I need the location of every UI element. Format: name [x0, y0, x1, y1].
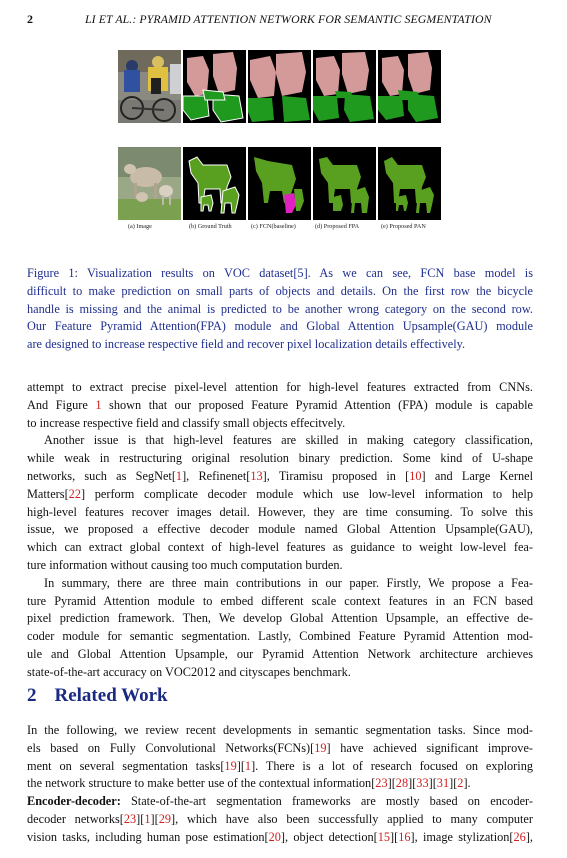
pan-cattle [378, 147, 441, 220]
body-line: state-of-the-art accuracy on VOC2012 and cityscapes benchmark. [27, 664, 351, 679]
body-line: vision tasks, including human pose estimation[20], object detection[15][16], image stylization[26], [27, 829, 533, 844]
pan-cyclists [378, 50, 441, 123]
caption-line: handle is missing and the animal is predicted to be another wrong category on the second row. [27, 301, 533, 316]
citation-link[interactable]: 19 [224, 758, 237, 773]
citation-link[interactable]: 10 [409, 468, 422, 483]
body-line: pixel prediction framework. Then, We develop Global Attention Upsample, an effective de- [27, 611, 533, 626]
citation-link[interactable]: 29 [158, 811, 172, 826]
page-number: 2 [27, 12, 33, 26]
body-line: coder module for semantic segmentation. Lastly, Combined Feature Pyramid Attention mod- [27, 629, 533, 644]
citation-link[interactable]: 16 [398, 829, 411, 844]
body-line: And Figure 1 shown that our proposed Feature Pyramid Attention (FPA) module is capable [27, 397, 533, 412]
citation-link[interactable]: 1 [144, 811, 151, 826]
body-line: attempt to extract precise pixel-level attention for high-level features extracted from CNNs. [27, 380, 533, 394]
body-line: Encoder-decoder: State-of-the-art segmentation frameworks are mostly based on encoder- [27, 794, 533, 809]
citation-link[interactable]: 19 [314, 740, 327, 755]
subcaption-fcn: (c) FCN(baseline) [251, 223, 296, 230]
figure-1 [118, 50, 442, 236]
subcaption-fpa: (d) Proposed FPA [315, 223, 360, 230]
citation-link[interactable]: 23 [123, 811, 137, 826]
subcaption-image: (a) Image [128, 223, 152, 230]
intro-body [27, 379, 533, 682]
section-number: 2 [27, 685, 37, 706]
body-line: the network structure to make better use of the contextual information[23][28][33][31][2]. [27, 776, 471, 791]
body-line: high-level features recover images detail. However, they are time consuming. To solve this [27, 504, 533, 519]
subcaption-ground-truth: (b) Ground Truth [189, 223, 232, 230]
fcn-cyclists [248, 50, 311, 123]
figure-ref-link[interactable]: 1 [95, 397, 102, 412]
citation-link[interactable]: 2 [457, 776, 464, 791]
photo-cyclists [118, 50, 181, 123]
body-line: els based on Fully Convolutional Networks(FCNs)[19] have achieved significant improve- [27, 740, 533, 755]
body-line: issue, we proposed a effective decoder module named Global Attention Upsample(GAU), [27, 522, 533, 537]
citation-link[interactable]: 22 [68, 486, 81, 501]
citation-link[interactable]: 31 [436, 776, 450, 791]
citation-link[interactable]: 33 [416, 776, 429, 791]
citation-link[interactable]: 26 [513, 829, 526, 844]
body-line: ture information without causing too much computation burden. [27, 557, 343, 572]
gt-cyclists [183, 50, 246, 123]
caption-line: Figure 1: Visualization results on VOC dataset[5]. As we can see, FCN base model is [27, 266, 533, 280]
citation-link[interactable]: 20 [268, 829, 281, 844]
citation-link[interactable]: 13 [250, 468, 263, 483]
body-line: networks, such as SegNet[1], Refinenet[13], Tiramisu proposed in [10] and Large Kernel [27, 468, 533, 483]
caption-line: difficult to make prediction on small parts of objects and details. On the first row the bicycle [27, 283, 533, 298]
body-line: ule and Global Attention Upsample, our Pyramid Attention Network architecture archieves [27, 646, 533, 661]
related-work-body [27, 722, 533, 847]
caption-line: Our Feature Pyramid Attention(FPA) module and Global Attention Upsample(GAU) module [27, 319, 533, 334]
body-line: which can extract global context of high-level features as guidance to weight low-level fea- [27, 540, 533, 555]
body-line: ment on several segmentation tasks[19][1]. There is a lot of research focused on exploring [27, 758, 533, 773]
body-line: decoder networks[23][1][29], which have also been successfully applied to many computer [27, 811, 533, 826]
section-heading [27, 685, 168, 707]
section-title: Related Work [54, 685, 168, 706]
body-line: In the following, we review recent developments in semantic segmentation tasks. Since mod- [27, 723, 533, 737]
paragraph-keyword: Encoder-decoder: [27, 794, 121, 809]
figure-caption [27, 265, 533, 354]
gt-cattle [183, 147, 246, 220]
fcn-cattle [248, 147, 311, 220]
photo-cattle [118, 147, 181, 220]
running-header [27, 12, 532, 30]
citation-link[interactable]: 15 [377, 829, 391, 844]
fpa-cyclists [313, 50, 376, 123]
body-line: while weak in restructuring original resolution binary prediction. Some kind of U-shape [27, 451, 533, 466]
fpa-cattle [313, 147, 376, 220]
body-line: Another issue is that high-level features are skilled in making category classification, [44, 433, 533, 448]
citation-link[interactable]: 28 [395, 776, 409, 791]
body-line: ture Pyramid Attention module to embed different scale context features in an FCN based [27, 593, 533, 608]
subcaption-pan: (e) Proposed PAN [381, 223, 426, 230]
citation-link[interactable]: 1 [244, 758, 252, 773]
body-line: Matters[22] perform complicate decoder module which use low-level information to help [27, 486, 533, 501]
citation-link[interactable]: 23 [375, 776, 388, 791]
caption-line: are designed to increase respective field and recover pixel localization details effectively. [27, 337, 466, 352]
running-title: LI ET AL.: PYRAMID ATTENTION NETWORK FOR SEMANTIC SEGMENTATION [85, 12, 492, 26]
body-line: to increase respective field and classify small objects effecitvely. [27, 415, 346, 430]
citation-link[interactable]: 1 [175, 468, 183, 483]
body-line: In summary, there are three main contributions in our paper. Firstly, We propose a Fea- [44, 575, 533, 590]
